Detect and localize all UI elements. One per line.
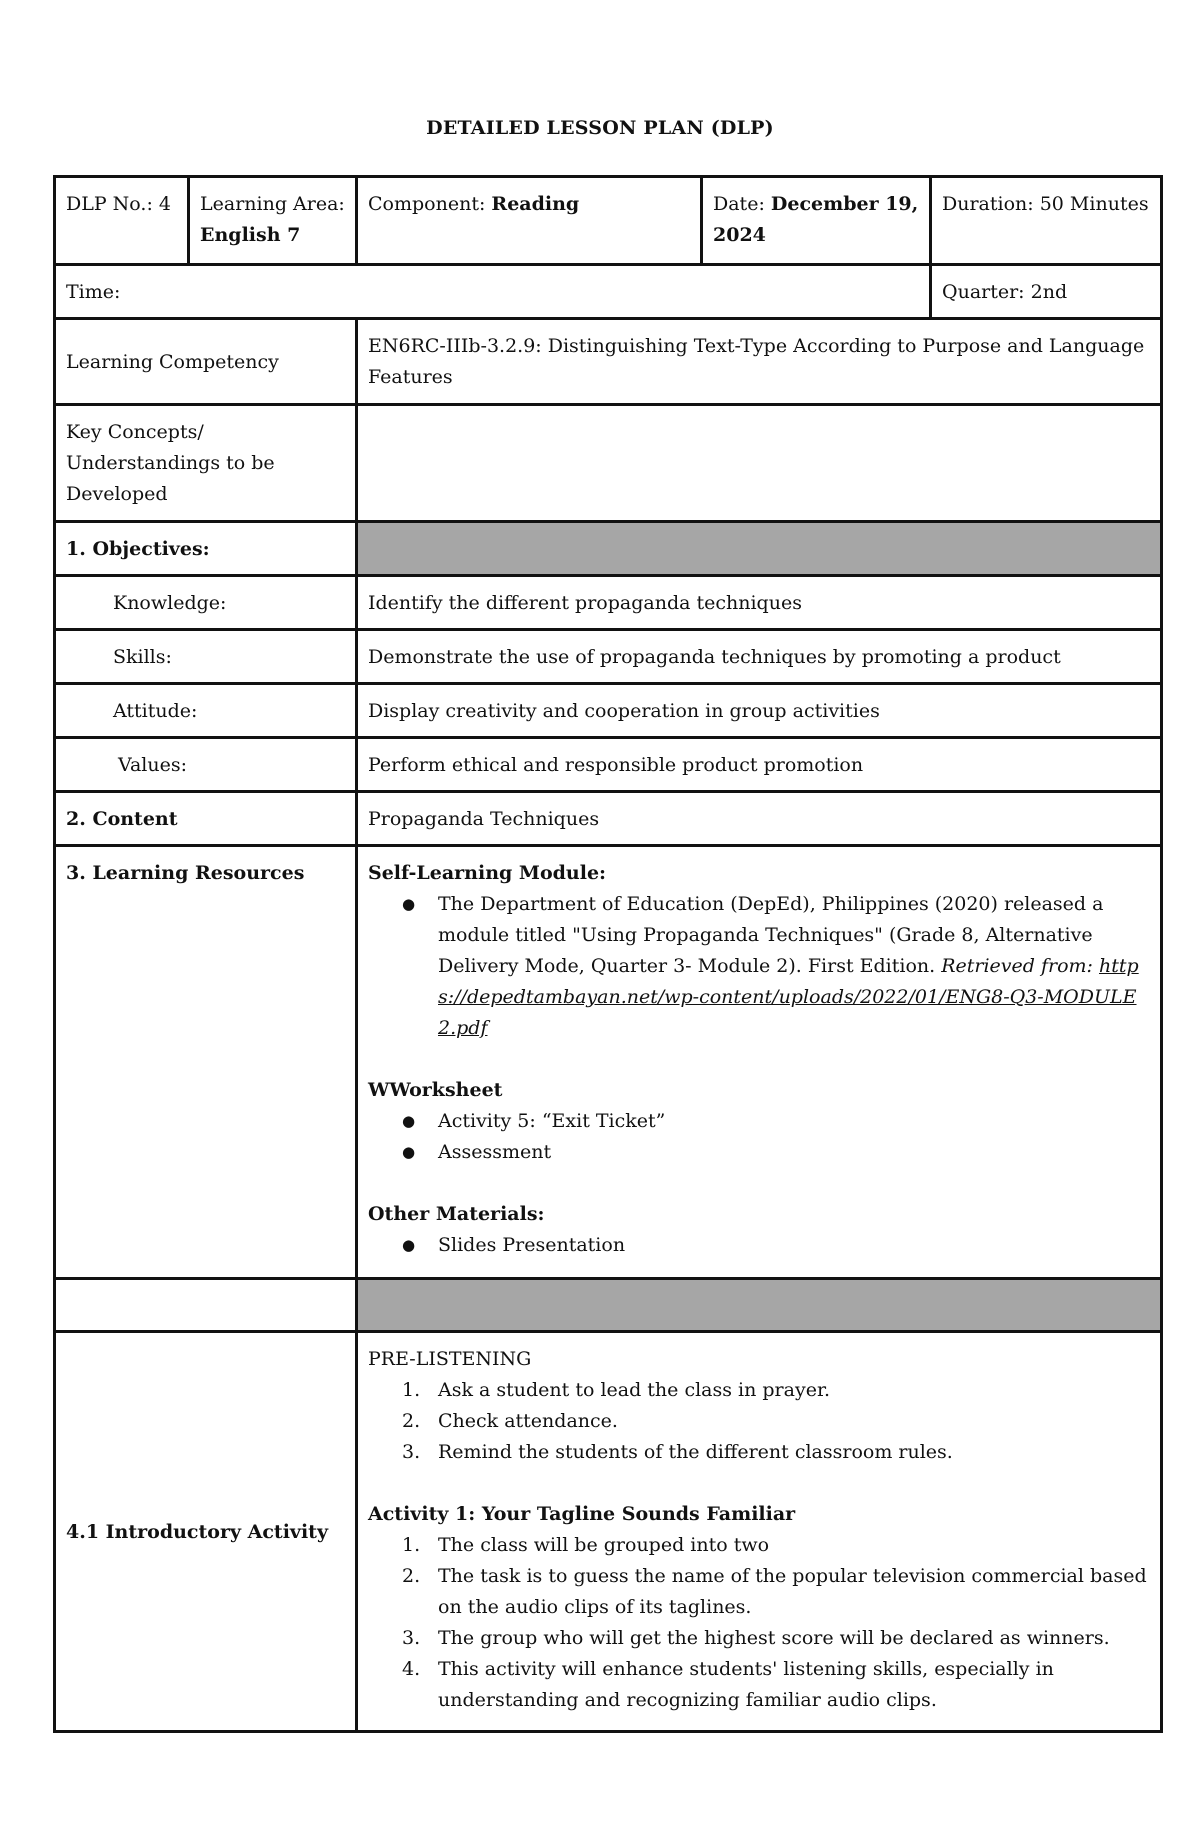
date-cell bbox=[702, 177, 931, 265]
objectives-heading-row bbox=[55, 522, 1162, 576]
list-item: 2. Check attendance. bbox=[402, 1410, 618, 1432]
key-concepts-row bbox=[55, 405, 1162, 522]
competency-row bbox=[55, 319, 1162, 405]
objective-label: Values: bbox=[55, 738, 357, 792]
list-item: 2. The task is to guess the name of the popular television commercial based on the audio clips of its taglines. bbox=[402, 1565, 1147, 1618]
self-learning-list bbox=[368, 889, 1150, 1044]
list-item: 4. This activity will enhance students' listening skills, especially in understanding and recognizing familiar audio clips. bbox=[402, 1658, 1054, 1711]
objective-label: Skills: bbox=[55, 630, 357, 684]
objectives-shaded-cell bbox=[357, 522, 1162, 576]
list-item: 3. The group who will get the highest score will be declared as winners. bbox=[402, 1627, 1110, 1649]
duration-label: Duration: bbox=[942, 193, 1034, 215]
competency-label: Learning Competency bbox=[55, 319, 357, 405]
objective-value: Identify the different propaganda techniques bbox=[357, 576, 1162, 630]
dlp-number-cell bbox=[55, 177, 189, 265]
list-item bbox=[438, 889, 1150, 1044]
module-link[interactable]: https://depedtambayan.net/wp-content/uploads/2022/01/ENG8-Q3-MODULE2.pdf bbox=[438, 955, 1139, 1039]
activity-list bbox=[368, 1530, 1150, 1716]
header-row bbox=[55, 177, 1162, 265]
blank-shaded-cell bbox=[357, 1279, 1162, 1332]
date-label: Date: bbox=[713, 193, 765, 215]
time-cell bbox=[55, 265, 931, 319]
key-concepts-value bbox=[357, 405, 1162, 522]
objective-row-attitude bbox=[55, 684, 1162, 738]
blank-label bbox=[55, 1279, 357, 1332]
activity-heading: Activity 1: Your Tagline Sounds Familiar bbox=[368, 1503, 796, 1525]
duration-value: 50 Minutes bbox=[1039, 193, 1149, 215]
component-cell bbox=[357, 177, 702, 265]
list-item-text: Check attendance. bbox=[438, 1410, 618, 1432]
resources-cell bbox=[357, 846, 1162, 1279]
list-item: 1. The class will be grouped into two bbox=[402, 1534, 770, 1556]
introductory-row bbox=[55, 1332, 1162, 1732]
blank-row bbox=[55, 1279, 1162, 1332]
introductory-label: 4.1 Introductory Activity bbox=[55, 1332, 357, 1732]
list-item-text: The group who will get the highest score will be declared as winners. bbox=[438, 1627, 1110, 1649]
key-concepts-label: Key Concepts/ Understandings to be Developed bbox=[55, 405, 357, 522]
quarter-label: Quarter: bbox=[942, 281, 1025, 303]
list-item-text: Ask a student to lead the class in prayer. bbox=[438, 1379, 830, 1401]
objective-value: Demonstrate the use of propaganda techniques by promoting a product bbox=[357, 630, 1162, 684]
list-item-text: The class will be grouped into two bbox=[438, 1534, 770, 1556]
dlp-number: DLP No.: 4 bbox=[66, 193, 171, 215]
objective-row-values bbox=[55, 738, 1162, 792]
time-label: Time: bbox=[66, 281, 121, 303]
resources-row bbox=[55, 846, 1162, 1279]
retrieved-label: Retrieved from: bbox=[941, 955, 1093, 977]
list-item: 3. Remind the students of the different classroom rules. bbox=[402, 1441, 953, 1463]
worksheet-heading: WWorksheet bbox=[368, 1079, 503, 1101]
worksheet-list bbox=[368, 1106, 1150, 1168]
content-row bbox=[55, 792, 1162, 846]
objective-row-skills bbox=[55, 630, 1162, 684]
resources-label: 3. Learning Resources bbox=[55, 846, 357, 1279]
quarter-value: 2nd bbox=[1030, 281, 1068, 303]
other-materials-heading: Other Materials: bbox=[368, 1203, 545, 1225]
list-item: ● Slides Presentation bbox=[438, 1230, 1150, 1261]
list-item: 1. Ask a student to lead the class in prayer. bbox=[402, 1379, 830, 1401]
content-value: Propaganda Techniques bbox=[357, 792, 1162, 846]
list-item: ● Assessment bbox=[438, 1137, 1150, 1168]
time-row bbox=[55, 265, 1162, 319]
objective-value: Display creativity and cooperation in group activities bbox=[357, 684, 1162, 738]
other-materials-list bbox=[368, 1230, 1150, 1261]
component-label: Component: bbox=[368, 193, 486, 215]
list-item-text: Remind the students of the different classroom rules. bbox=[438, 1441, 953, 1463]
competency-value: EN6RC-IIIb-3.2.9: Distinguishing Text-Type According to Purpose and Language Features bbox=[357, 319, 1162, 405]
objective-row-knowledge bbox=[55, 576, 1162, 630]
introductory-cell bbox=[357, 1332, 1162, 1732]
objective-label: Attitude: bbox=[55, 684, 357, 738]
lesson-plan-table bbox=[53, 175, 1163, 1733]
objective-value: Perform ethical and responsible product promotion bbox=[357, 738, 1162, 792]
objectives-heading: 1. Objectives: bbox=[55, 522, 357, 576]
date-value: December 19, 2024 bbox=[713, 193, 919, 246]
duration-cell bbox=[931, 177, 1162, 265]
objective-label: Knowledge: bbox=[55, 576, 357, 630]
pre-listening-list bbox=[368, 1375, 1150, 1468]
content-label: 2. Content bbox=[55, 792, 357, 846]
learning-area-value: English 7 bbox=[200, 224, 301, 246]
component-value: Reading bbox=[491, 193, 580, 215]
pre-listening-heading: PRE-LISTENING bbox=[368, 1348, 532, 1370]
page-title: DETAILED LESSON PLAN (DLP) bbox=[426, 117, 774, 139]
list-item-text: The task is to guess the name of the popular television commercial based on the audio clips of its taglines. bbox=[438, 1565, 1147, 1618]
list-item: ● Activity 5: “Exit Ticket” bbox=[438, 1106, 1150, 1137]
learning-area-label: Learning Area: bbox=[200, 193, 345, 215]
list-item-text: This activity will enhance students' listening skills, especially in understanding and recognizing familiar audio clips. bbox=[438, 1658, 1054, 1711]
quarter-cell bbox=[931, 265, 1162, 319]
self-learning-heading: Self-Learning Module: bbox=[368, 862, 607, 884]
self-learning-text: The Department of Education (DepEd), Philippines (2020) released a module titled "Using Propaganda Techniques" (Grade 8, Alternative Delivery Mode, Quarter 3- Module 2). First Edition. bbox=[438, 893, 1104, 977]
learning-area-cell bbox=[189, 177, 357, 265]
